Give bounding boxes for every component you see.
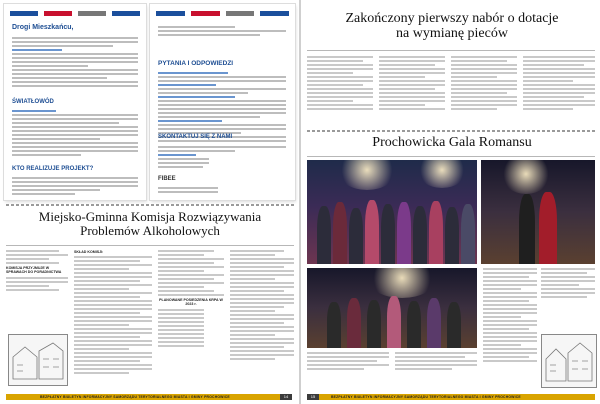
gala-photo-chorus xyxy=(307,160,477,264)
logo-fibee xyxy=(78,11,106,16)
article-col-1 xyxy=(307,56,373,126)
page-number-right: 15 xyxy=(307,394,319,400)
headline-rule xyxy=(6,245,294,246)
gala-text-col-1 xyxy=(483,268,537,388)
footer-text-right: BEZPŁATNY BIULETYN INFORMACYJNY SAMORZĄDU TERYTORIALNEGO MIASTA I GMINY PROCHOWICE xyxy=(331,395,521,399)
gala-photo-ensemble xyxy=(307,268,477,348)
commission-column-4 xyxy=(230,250,294,386)
footer-text-left: BEZPŁATNY BIULETYN INFORMACYJNY SAMORZĄDU TERYTORIALNEGO MIASTA I GMINY PROCHOWICE xyxy=(40,395,230,399)
leaflet-who-question: KTO REALIZUJE PROJEKT? xyxy=(12,166,94,172)
commission-column-1 xyxy=(6,250,68,330)
logo-rp-2 xyxy=(191,11,220,16)
commission-col3-heading: PLANOWANE POSIEDZENIA KRPA W 2023 r. xyxy=(159,298,223,307)
right-page xyxy=(301,0,600,404)
fibee-brand: FIBEE xyxy=(158,176,176,182)
gala-photo-duo xyxy=(481,160,595,264)
gala-caption-cols xyxy=(307,352,477,388)
stove-grant-headline: Zakończony pierwszy nabór o dotacje na wymianę pieców xyxy=(345,11,559,41)
eu-funding-logos xyxy=(10,10,140,16)
leaflet-section-fiber: ŚWIATŁOWÓD xyxy=(12,99,54,105)
eu-funding-logos-2 xyxy=(156,10,289,16)
article-col-4 xyxy=(523,56,595,126)
gala-text-col-2 xyxy=(541,268,595,328)
contact-title: SKONTAKTUJ SIĘ Z NAMI xyxy=(158,134,233,140)
fiber-leaflet-front xyxy=(4,4,146,200)
leaflet-title: Drogi Mieszkańcu, xyxy=(12,24,74,31)
headline1-rule xyxy=(307,50,595,51)
faq-title: PYTANIA I ODPOWIEDZI xyxy=(158,60,234,67)
commission-col2-heading: SKŁAD KOMISJI: xyxy=(74,250,104,254)
logo-rp xyxy=(44,11,72,16)
commission-col1-heading: KOMISJA PRZYJMUJE W SPRAWACH DO PORADNICTWA xyxy=(6,266,62,275)
gala-headline: Prochowicka Gala Romansu xyxy=(372,135,532,150)
article-col-3 xyxy=(451,56,517,126)
sketch-left xyxy=(8,334,68,386)
commission-column-2 xyxy=(74,250,152,386)
commission-column-3 xyxy=(158,250,224,386)
article-col-2 xyxy=(379,56,445,126)
page-number-left: 14 xyxy=(280,394,292,400)
fiber-leaflet-back xyxy=(150,4,295,200)
logo-eu xyxy=(112,11,140,16)
section-divider xyxy=(6,204,294,206)
logo-fibee-2 xyxy=(226,11,255,16)
left-page xyxy=(0,0,299,404)
headline2-rule xyxy=(307,156,595,157)
logo-fundusze xyxy=(10,11,38,16)
logo-eu-2 xyxy=(260,11,289,16)
logo-fundusze-2 xyxy=(156,11,185,16)
commission-headline: Miejsko-Gminna Komisja Rozwiązywania Problemów Alkoholowych xyxy=(38,209,262,238)
section-divider-right xyxy=(307,130,595,132)
sketch-right xyxy=(541,334,597,388)
